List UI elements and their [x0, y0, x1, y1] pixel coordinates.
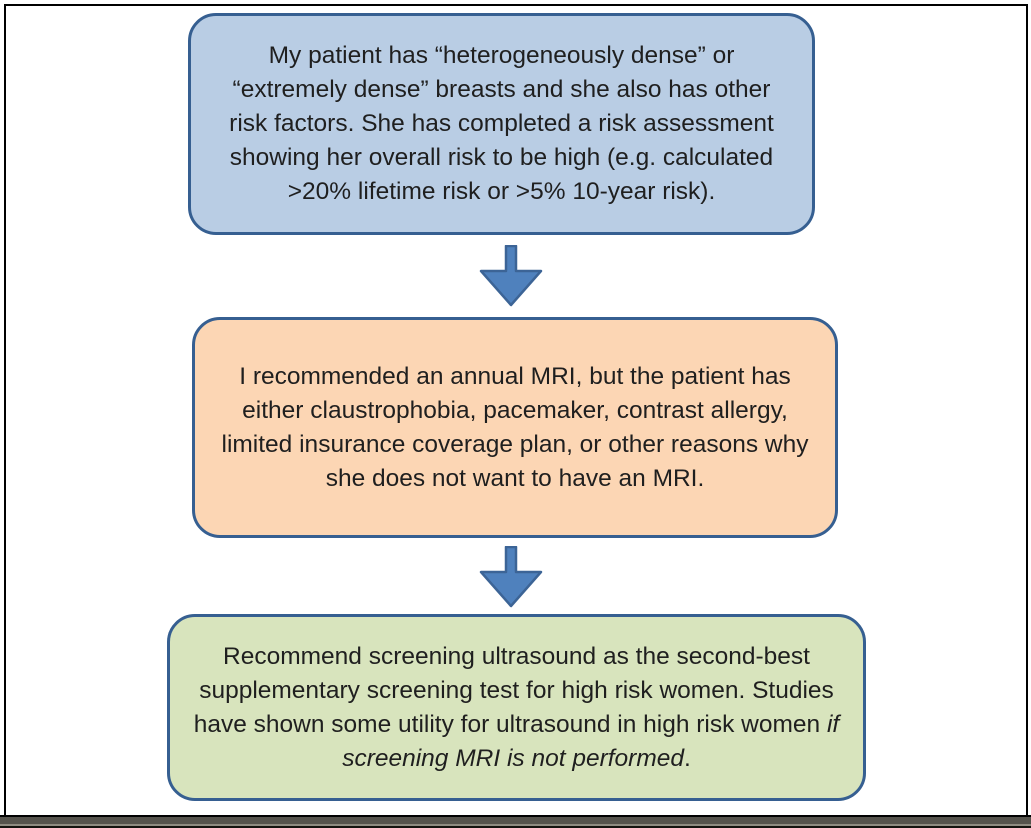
ultrasound-text-suffix: .: [683, 744, 691, 772]
flow-box-mri-declined-text: I recommended an annual MRI, but the patient has either claustrophobia, pacemaker, contrast allergy, limited insurance coverage plan, or other reasons why she does not want to have an MRI.: [221, 362, 809, 492]
flow-box-ultrasound-recommendation: [167, 614, 866, 801]
flow-box-high-risk-patient: [188, 13, 815, 235]
ultrasound-text-main: Recommend screening ultrasound as the second-best supplementary screening test for high risk women. Studies have shown some utility for ultrasound in high risk women: [193, 642, 834, 738]
flow-box-mri-declined: [192, 317, 838, 538]
down-arrow-shape: [481, 246, 541, 305]
bottom-edge-bar: [0, 815, 1031, 828]
down-arrow-icon: [478, 245, 544, 307]
ultrasound-text-italic: if screening MRI is not performed: [342, 710, 840, 772]
down-arrow-shape: [481, 547, 541, 606]
flow-box-high-risk-patient-text: My patient has “heterogeneously dense” or “extremely dense” breasts and she also has other risk factors. She has completed a risk assessment showing her overall risk to be high (e.g. calculated >20% lifetime risk or >5% 10-year risk).: [229, 42, 774, 205]
down-arrow-icon: [478, 546, 544, 608]
flow-box-ultrasound-recommendation-text: [186, 640, 847, 776]
